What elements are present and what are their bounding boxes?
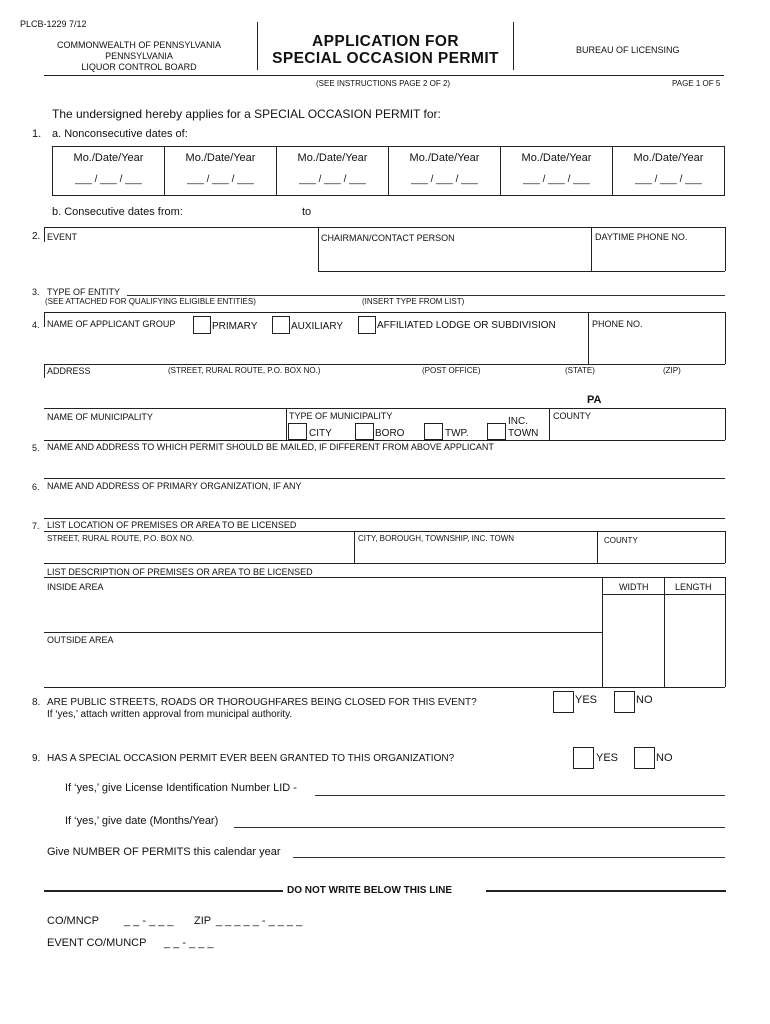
city-label: CITY	[309, 428, 332, 439]
q7-description-label: LIST DESCRIPTION OF PREMISES OR AREA TO BE LICENSED	[47, 567, 313, 577]
event-field[interactable]: EVENT	[47, 232, 78, 242]
q4-phone-divider	[588, 312, 589, 364]
form-code: PLCB-1229 7/12	[20, 19, 87, 29]
header-rule	[44, 75, 724, 76]
address-left-tick	[44, 364, 45, 378]
q2-divider-1	[318, 227, 319, 271]
q8-yes-label: YES	[575, 694, 598, 706]
entity-type-field[interactable]	[127, 295, 725, 296]
q2-top-rule	[44, 227, 725, 228]
divider-rule-right	[486, 890, 726, 892]
zip-label: ZIP	[194, 915, 212, 927]
affiliated-checkbox[interactable]	[358, 316, 376, 334]
address-top-rule	[44, 364, 725, 365]
municipality-divider-2	[549, 408, 550, 440]
q7-divider-2	[597, 531, 598, 563]
q8-no-label: NO	[636, 694, 653, 706]
boro-checkbox[interactable]	[355, 423, 374, 440]
q5-label: NAME AND ADDRESS TO WHICH PERMIT SHOULD BE MAILED, IF DIFFERENT FROM ABOVE APPLICANT	[47, 442, 494, 452]
q9-no-label: NO	[656, 752, 673, 764]
q7-number: 7.	[32, 521, 40, 531]
zip-blanks: _ _ _ _ _ - _ _ _ _	[216, 915, 303, 927]
q9-number: 9.	[32, 753, 41, 764]
zip-note: (ZIP)	[663, 366, 681, 375]
permits-count-field[interactable]	[293, 857, 725, 858]
q2-divider-2	[591, 227, 592, 271]
q8-note: If ‘yes,’ attach written approval from municipal authority.	[47, 709, 293, 720]
state-value: PA	[587, 394, 602, 406]
chairman-field[interactable]: CHAIRMAN/CONTACT PERSON	[321, 233, 455, 243]
q2-right-border	[725, 227, 726, 271]
date-header: Mo./Date/Year	[521, 152, 592, 164]
title-line-1: APPLICATION FOR	[312, 33, 459, 50]
width-header: WIDTH	[619, 582, 649, 592]
q4-number: 4.	[32, 320, 40, 330]
q2-bottom-rule	[318, 271, 725, 272]
date-header: Mo./Date/Year	[297, 152, 368, 164]
municipality-top-rule	[44, 408, 725, 409]
q3-number: 3.	[32, 287, 40, 297]
date-header: Mo./Date/Year	[73, 152, 144, 164]
q4-left-tick	[44, 312, 45, 327]
post-office-note: (POST OFFICE)	[422, 366, 481, 375]
date-blank[interactable]: ___ / ___ / ___	[299, 174, 366, 185]
q9-question: HAS A SPECIAL OCCASION PERMIT EVER BEEN GRANTED TO THIS ORGANIZATION?	[47, 753, 455, 764]
q9-no-checkbox[interactable]	[634, 747, 655, 769]
date-column[interactable]	[501, 147, 613, 195]
q7-width-header-rule	[602, 594, 725, 595]
primary-label: PRIMARY	[212, 321, 258, 332]
q2-number: 2.	[32, 231, 41, 242]
q8-yes-checkbox[interactable]	[553, 691, 574, 713]
street-note: (STREET, RURAL ROUTE, P.O. BOX NO.)	[168, 366, 321, 375]
municipality-type-label: TYPE OF MUNICIPALITY	[289, 411, 393, 421]
co-mncp-blanks: _ _ - _ _ _	[124, 915, 174, 927]
q8-no-checkbox[interactable]	[614, 691, 635, 713]
lid-label: If ‘yes,’ give License Identification Number LID -	[65, 782, 297, 794]
primary-checkbox[interactable]	[193, 316, 211, 334]
co-mncp-label: CO/MNCP	[47, 915, 99, 927]
q6-number: 6.	[32, 482, 40, 492]
auxiliary-label: AUXILIARY	[291, 321, 344, 332]
applicant-phone-field[interactable]: PHONE NO.	[592, 319, 643, 329]
event-muncp-blanks: _ _ - _ _ _	[164, 937, 214, 949]
affiliated-label: AFFILIATED LODGE OR SUBDIVISION	[377, 320, 556, 331]
county-field[interactable]: COUNTY	[553, 411, 591, 421]
page-number: PAGE 1 OF 5	[672, 79, 721, 88]
q7-city-field[interactable]: CITY, BOROUGH, TOWNSHIP, INC. TOWN	[358, 534, 515, 543]
title-line-2: SPECIAL OCCASION PERMIT	[272, 50, 499, 67]
date-header: Mo./Date/Year	[185, 152, 256, 164]
municipality-divider-1	[286, 408, 287, 440]
date-column[interactable]	[53, 147, 165, 195]
auxiliary-checkbox[interactable]	[272, 316, 290, 334]
agency-line-2: PENNSYLVANIA	[105, 51, 173, 61]
q9-yes-checkbox[interactable]	[573, 747, 594, 769]
intro-text: The undersigned hereby applies for a SPECIAL OCCASION PERMIT for:	[52, 107, 441, 121]
divider-rule-left	[44, 890, 283, 892]
q8-question: ARE PUBLIC STREETS, ROADS OR THOROUGHFARES BEING CLOSED FOR THIS EVENT?	[47, 697, 477, 708]
q7-divider-1	[354, 531, 355, 563]
q7-right-border	[725, 531, 726, 563]
municipality-name-field[interactable]: NAME OF MUNICIPALITY	[47, 412, 153, 422]
q1b-label: b. Consecutive dates from:	[52, 206, 183, 218]
q2-left-tick	[44, 227, 45, 242]
instructions-note: (SEE INSTRUCTIONS PAGE 2 OF 2)	[316, 79, 451, 88]
date-blank[interactable]: ___ / ___ / ___	[523, 174, 590, 185]
daytime-phone-field[interactable]: DAYTIME PHONE NO.	[595, 232, 688, 242]
q7-county-field[interactable]: COUNTY	[604, 536, 638, 545]
date-column[interactable]	[613, 147, 724, 195]
q1b-to-label: to	[302, 206, 312, 218]
permits-count-label: Give NUMBER OF PERMITS this calendar year	[47, 846, 281, 858]
do-not-write-label: DO NOT WRITE BELOW THIS LINE	[287, 885, 452, 896]
q7-location-rule	[44, 531, 725, 532]
date-header: Mo./Date/Year	[633, 152, 704, 164]
q7-top-rule	[44, 518, 725, 519]
q4-label: NAME OF APPLICANT GROUP	[47, 319, 176, 329]
q1a-label: a. Nonconsecutive dates of:	[52, 128, 188, 140]
consecutive-from-field[interactable]	[200, 219, 294, 220]
q3-note-right: (INSERT TYPE FROM LIST)	[362, 297, 465, 306]
agency-line-3: LIQUOR CONTROL BOARD	[81, 62, 197, 72]
permit-date-field[interactable]	[234, 827, 725, 828]
state-note: (STATE)	[565, 366, 595, 375]
q3-note-left: (SEE ATTACHED FOR QUALIFYING ELIGIBLE ENTITIES)	[45, 297, 256, 306]
header-divider-right	[513, 22, 514, 70]
lid-field[interactable]	[315, 795, 725, 796]
q7-street-field[interactable]: STREET, RURAL ROUTE, P.O. BOX NO.	[47, 534, 195, 543]
town-label: TOWN	[508, 428, 539, 439]
event-muncp-label: EVENT CO/MUNCP	[47, 937, 147, 949]
q6-top-rule	[44, 478, 725, 479]
inc-town-checkbox[interactable]	[487, 423, 506, 440]
q7-outside-top-rule	[44, 632, 602, 633]
q7-bottom-rule	[44, 687, 725, 688]
municipality-right-border	[725, 408, 726, 440]
address-field[interactable]: ADDRESS	[47, 366, 91, 376]
date-blank[interactable]: ___ / ___ / ___	[411, 174, 478, 185]
twp-label: TWP.	[445, 428, 469, 439]
q4-right-border	[725, 312, 726, 364]
q4-top-rule	[44, 312, 725, 313]
inc-label: INC.	[508, 416, 528, 427]
date-blank[interactable]: ___ / ___ / ___	[187, 174, 254, 185]
date-column[interactable]	[277, 147, 389, 195]
q9-yes-label: YES	[596, 752, 619, 764]
boro-label: BORO	[375, 428, 405, 439]
q3-label: TYPE OF ENTITY	[47, 287, 121, 297]
date-blank[interactable]: ___ / ___ / ___	[635, 174, 702, 185]
date-blank[interactable]: ___ / ___ / ___	[75, 174, 142, 185]
length-header: LENGTH	[675, 582, 712, 592]
q5-top-rule	[44, 440, 725, 441]
date-column[interactable]	[165, 147, 277, 195]
q6-label: NAME AND ADDRESS OF PRIMARY ORGANIZATION, IF ANY	[47, 481, 302, 491]
permit-date-label: If ‘yes,’ give date (Months/Year)	[65, 815, 219, 827]
outside-area-field[interactable]: OUTSIDE AREA	[47, 635, 114, 645]
nonconsecutive-dates-table	[52, 146, 725, 196]
inside-area-field[interactable]: INSIDE AREA	[47, 582, 104, 592]
agency-line-1: COMMONWEALTH OF PENNSYLVANIA	[56, 40, 222, 50]
q7-description-top-rule	[44, 563, 725, 564]
q5-number: 5.	[32, 443, 40, 453]
date-columns	[53, 147, 724, 195]
bureau-label: BUREAU OF LICENSING	[576, 45, 680, 55]
q7-label: LIST LOCATION OF PREMISES OR AREA TO BE LICENSED	[47, 520, 297, 530]
date-header: Mo./Date/Year	[409, 152, 480, 164]
q1-number: 1.	[32, 128, 42, 140]
date-column[interactable]	[389, 147, 501, 195]
twp-checkbox[interactable]	[424, 423, 443, 440]
q7-area-top-rule	[44, 577, 725, 578]
city-checkbox[interactable]	[288, 423, 307, 440]
q7-area-right-border	[725, 577, 726, 687]
q8-number: 8.	[32, 697, 41, 708]
